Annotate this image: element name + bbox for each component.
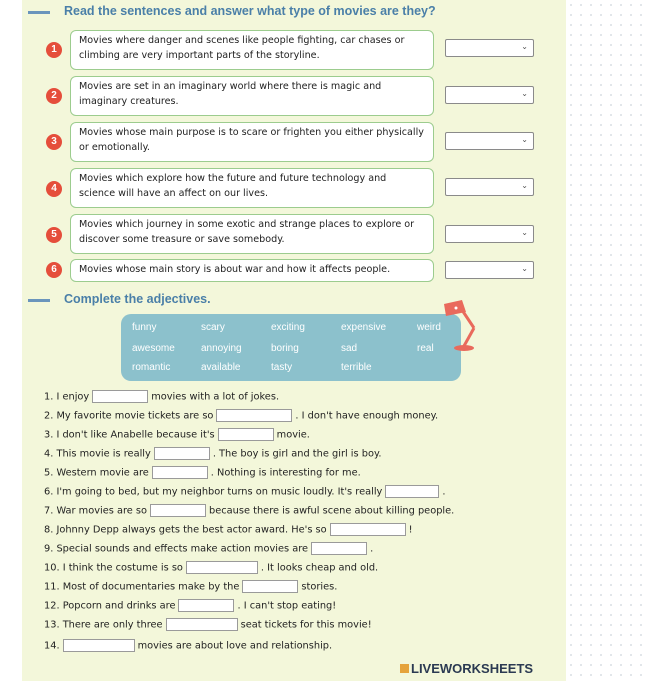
word-bank-word: scary [201, 322, 225, 333]
heading-bar [28, 299, 50, 302]
answer-input[interactable] [218, 428, 274, 441]
answer-input[interactable] [330, 523, 406, 536]
chevron-down-icon: ⌄ [521, 89, 528, 98]
list-item: 8. Johnny Depp always gets the best actor award. He's so ! [44, 524, 413, 536]
word-bank-word: boring [271, 343, 299, 354]
word-bank [121, 314, 461, 381]
word-bank-word: funny [132, 322, 157, 333]
section1-title: Read the sentences and answer what type of movies are they? [40, 4, 436, 18]
answer-input[interactable] [178, 599, 234, 612]
list-item: 4. This movie is really . The boy is girl and the girl is boy. [44, 448, 382, 460]
chevron-down-icon: ⌄ [521, 264, 528, 273]
list-item: 10. I think the costume is so . It looks cheap and old. [44, 562, 379, 574]
word-bank-word: weird [417, 322, 441, 333]
word-bank-word: real [417, 343, 434, 354]
desk-lamp-icon [440, 298, 484, 354]
answer-input[interactable] [150, 504, 206, 517]
list-item: 13. There are only three seat tickets for this movie! [44, 619, 372, 631]
list-item: 1. I enjoy movies with a lot of jokes. [44, 391, 280, 403]
answer-select[interactable] [445, 86, 534, 104]
list-item: 6. I'm going to bed, but my neighbor turns on music loudly. It's really . [44, 486, 446, 498]
liveworksheets-logo: LIVEWORKSHEETS [400, 661, 533, 676]
question-text: Movies where danger and scenes like people fighting, car chases or climbing are very important parts of the storyline. [70, 30, 434, 70]
answer-input[interactable] [385, 485, 439, 498]
question-number: 6 [46, 262, 62, 278]
question-number: 5 [46, 227, 62, 243]
answer-select[interactable] [445, 132, 534, 150]
list-item: 11. Most of documentaries make by the stories. [44, 581, 338, 593]
list-item: 3. I don't like Anabelle because it's movie. [44, 429, 310, 441]
list-item: 5. Western movie are . Nothing is interesting for me. [44, 467, 361, 479]
answer-input[interactable] [242, 580, 298, 593]
question-number: 4 [46, 181, 62, 197]
answer-input[interactable] [186, 561, 258, 574]
word-bank-word: expensive [341, 322, 387, 333]
question-text: Movies which explore how the future and future technology and science will have an affect on our lives. [70, 168, 434, 208]
question-text: Movies whose main story is about war and how it affects people. [70, 259, 434, 282]
chevron-down-icon: ⌄ [521, 42, 528, 51]
list-item: 9. Special sounds and effects make action movies are . [44, 543, 374, 555]
word-bank-word: available [201, 362, 241, 373]
answer-input[interactable] [92, 390, 148, 403]
word-bank-word: awesome [132, 343, 175, 354]
question-number: 2 [46, 88, 62, 104]
word-bank-word: tasty [271, 362, 293, 373]
answer-input[interactable] [216, 409, 292, 422]
answer-select[interactable] [445, 178, 534, 196]
answer-select[interactable] [445, 225, 534, 243]
logo-icon [400, 664, 409, 673]
question-text: Movies whose main purpose is to scare or frighten you either physically or emotionally. [70, 122, 434, 162]
word-bank-word: exciting [271, 322, 305, 333]
question-text: Movies which journey in some exotic and strange places to explore or discover some treasure or save somebody. [70, 214, 434, 254]
question-text: Movies are set in an imaginary world where there is magic and imaginary creatures. [70, 76, 434, 116]
word-bank-word: romantic [132, 362, 171, 373]
chevron-down-icon: ⌄ [521, 181, 528, 190]
question-number: 3 [46, 134, 62, 150]
list-item: 12. Popcorn and drinks are . I can't stop eating! [44, 600, 337, 612]
list-item: 2. My favorite movie tickets are so . I don't have enough money. [44, 410, 439, 422]
answer-select[interactable] [445, 39, 534, 57]
chevron-down-icon: ⌄ [521, 135, 528, 144]
answer-input[interactable] [152, 466, 208, 479]
answer-input[interactable] [311, 542, 367, 555]
section2-title: Complete the adjectives. [40, 292, 211, 306]
heading-bar [28, 11, 50, 14]
dotted-margin [566, 0, 648, 681]
chevron-down-icon: ⌄ [521, 228, 528, 237]
word-bank-word: sad [341, 343, 358, 354]
answer-input[interactable] [63, 639, 135, 652]
answer-input[interactable] [154, 447, 210, 460]
list-item: 7. War movies are so because there is awful scene about killing people. [44, 505, 455, 517]
answer-select[interactable] [445, 261, 534, 279]
question-number: 1 [46, 42, 62, 58]
list-item: 14. movies are about love and relationship. [44, 640, 333, 652]
answer-input[interactable] [166, 618, 238, 631]
word-bank-word: annoying [201, 343, 242, 354]
word-bank-word: terrible [341, 362, 372, 373]
